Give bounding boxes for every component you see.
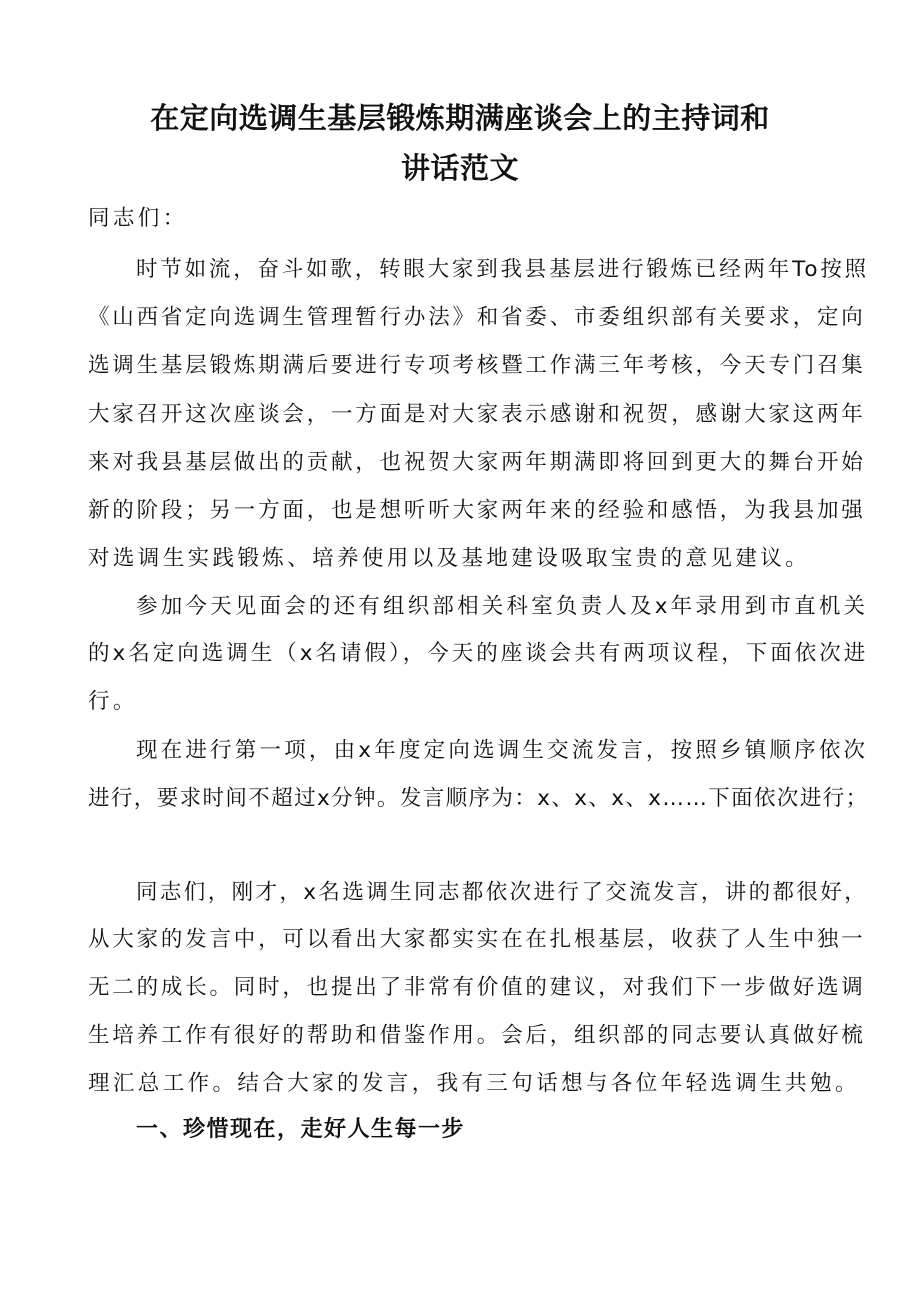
- paragraph-4-line: 无二的成长。同时，也提出了非常有价值的建议，对我们下一步做好选调: [88, 975, 866, 1000]
- paragraph-4-line: 生培养工作有很好的帮助和借鉴作用。会后，组织部的同志要认真做好梳: [88, 1023, 866, 1048]
- paragraph-4-line: 从大家的发言中，可以看出大家都实实在在扎根基层，收获了人生中独一: [88, 927, 866, 952]
- paragraph-1-line: 新的阶段；另一方面，也是想听听大家两年来的经验和感悟，为我县加强: [88, 498, 866, 523]
- paragraph-1-line: 大家召开这次座谈会，一方面是对大家表示感谢和祝贺，感谢大家这两年: [88, 402, 866, 427]
- document-title-line-2: 讲话范文: [400, 151, 519, 185]
- section-heading: 一、珍惜现在，走好人生每一步: [136, 1117, 466, 1142]
- paragraph-2-line: 的x名定向选调生（x名请假），今天的座谈会共有两项议程，下面依次进: [88, 641, 869, 666]
- paragraph-4-line: 理汇总工作。结合大家的发言，我有三句话想与各位年轻选调生共勉。: [88, 1071, 860, 1096]
- document-title-line-1: 在定向选调生基层锻炼期满座谈会上的主持词和: [150, 101, 770, 135]
- paragraph-1-line: 时节如流，奋斗如歌，转眼大家到我县基层进行锻炼已经两年To按照: [136, 257, 869, 282]
- paragraph-2-line: 参加今天见面会的还有组织部相关科室负责人及x年录用到市直机关: [136, 594, 869, 619]
- paragraph-3-line: 进行，要求时间不超过x分钟。发言顺序为：x、x、x、x……下面依次进行；: [88, 786, 869, 811]
- paragraph-1-line: 对选调生实践锻炼、培养使用以及基地建设吸取宝贵的意见建议。: [88, 546, 811, 571]
- paragraph-1-line: 来对我县基层做出的贡献，也祝贺大家两年期满即将回到更大的舞台开始: [88, 450, 866, 475]
- paragraph-4-line: 同志们，刚才，x名选调生同志都依次进行了交流发言，讲的都很好，: [136, 880, 869, 905]
- paragraph-3-line: 现在进行第一项，由x年度定向选调生交流发言，按照乡镇顺序依次: [136, 738, 869, 763]
- paragraph-1-line: 选调生基层锻炼期满后要进行专项考核暨工作满三年考核，今天专门召集: [88, 353, 866, 378]
- salutation: 同志们：: [88, 206, 188, 231]
- paragraph-2-line: 行。: [88, 689, 138, 714]
- paragraph-1-line: 《山西省定向选调生管理暂行办法》和省委、市委组织部有关要求，定向: [88, 305, 866, 330]
